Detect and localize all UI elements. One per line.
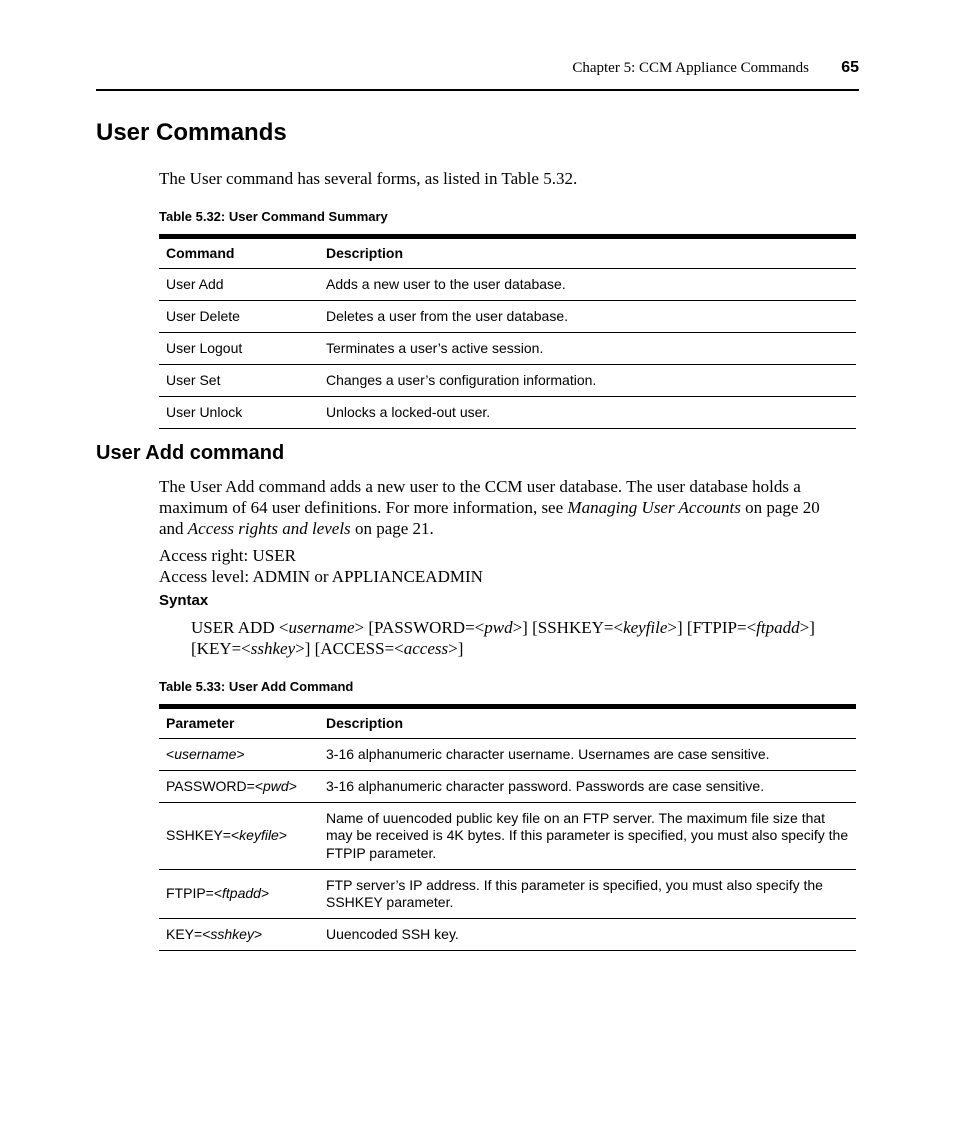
cross-reference-access-rights: Access rights and levels <box>187 519 351 538</box>
body-line-2 <box>159 497 820 518</box>
table-row <box>159 739 856 771</box>
body-line-1: The User Add command adds a new user to the CCM user database. The user database holds a <box>159 477 801 496</box>
column-header-description: Description <box>326 244 404 261</box>
param-text: SSHKEY=< <box>166 827 240 844</box>
column-header-command: Command <box>166 244 235 261</box>
syntax-text: >] [ACCESS=< <box>295 639 404 658</box>
table2-caption: Table 5.33: User Add Command <box>159 679 354 694</box>
param-text: PASSWORD=< <box>166 777 263 794</box>
description-cell: 3-16 alphanumeric character username. Usernames are case sensitive. <box>326 745 770 762</box>
table-row <box>159 397 856 429</box>
param-variable: sshkey <box>210 925 254 942</box>
syntax-text: >] <box>799 618 815 637</box>
param-variable: username <box>174 745 237 762</box>
access-right: Access right: USER <box>159 546 296 565</box>
body-line-3 <box>159 518 434 539</box>
subsection-title: User Add command <box>96 442 285 464</box>
body-text: on page 20 <box>740 498 820 517</box>
param-text: > <box>278 827 288 844</box>
header-rule <box>96 89 859 91</box>
syntax-text: >] [FTPIP=< <box>667 618 757 637</box>
access-level: Access level: ADMIN or APPLIANCEADMIN <box>159 567 483 586</box>
syntax-heading: Syntax <box>159 592 209 609</box>
body-text: maximum of 64 user definitions. For more information, see <box>159 498 568 517</box>
syntax-variable: ftpadd <box>756 618 800 637</box>
table-header-row <box>159 707 856 739</box>
param-text: < <box>166 745 175 762</box>
syntax-text: >] <box>448 639 464 658</box>
section-intro: The User command has several forms, as listed in Table 5.32. <box>159 169 578 188</box>
table-row <box>159 365 856 397</box>
syntax-line-1 <box>191 617 815 638</box>
param-text: KEY=< <box>166 925 211 942</box>
command-cell: User Unlock <box>166 403 243 420</box>
description-cell: Terminates a user’s active session. <box>326 339 544 356</box>
column-header-description: Description <box>326 714 404 731</box>
table-row <box>159 870 856 919</box>
syntax-text: USER ADD < <box>191 618 289 637</box>
user-add-parameter-table <box>159 704 856 951</box>
command-cell: User Delete <box>166 307 240 324</box>
table-row <box>159 803 856 870</box>
section-title: User Commands <box>96 119 287 146</box>
table-row <box>159 269 856 301</box>
parameter-cell <box>159 771 319 803</box>
description-cell: Name of uuencoded public key file on an FTP server. The maximum file size that may be received is 4K bytes. If this parameter is specified, you must also specify the FTPIP parameter. <box>326 809 849 861</box>
description-cell: Unlocks a locked-out user. <box>326 403 491 420</box>
cross-reference-managing-user-accounts: Managing User Accounts <box>567 498 741 517</box>
table-row <box>159 333 856 365</box>
param-text: FTPIP=< <box>166 885 223 902</box>
param-text: > <box>260 885 270 902</box>
syntax-variable: pwd <box>484 618 513 637</box>
table-row <box>159 301 856 333</box>
parameter-cell <box>159 870 319 919</box>
param-text: > <box>288 777 297 794</box>
description-cell: FTP server’s IP address. If this parameter is specified, you must also specify the SSHKEY parameter. <box>326 876 823 910</box>
column-header-parameter: Parameter <box>166 714 235 731</box>
body-text: and <box>159 519 188 538</box>
syntax-line-2 <box>191 638 463 659</box>
description-cell: Adds a new user to the user database. <box>326 275 566 292</box>
user-command-summary-table <box>159 234 856 429</box>
page-number: 65 <box>841 59 859 76</box>
command-cell: User Set <box>166 371 221 388</box>
param-variable: pwd <box>263 777 289 794</box>
syntax-variable: access <box>403 639 449 658</box>
param-text: > <box>253 925 263 942</box>
description-cell: Uuencoded SSH key. <box>326 925 459 942</box>
running-header <box>96 60 859 80</box>
syntax-variable: keyfile <box>623 618 668 637</box>
command-cell: User Logout <box>166 339 243 356</box>
syntax-variable: sshkey <box>250 639 296 658</box>
description-cell: Deletes a user from the user database. <box>326 307 569 324</box>
body-text: on page 21. <box>350 519 434 538</box>
description-cell: Changes a user’s configuration information. <box>326 371 597 388</box>
param-text: > <box>236 745 245 762</box>
table-row <box>159 771 856 803</box>
table-header-row <box>159 237 856 269</box>
command-cell: User Add <box>166 275 224 292</box>
syntax-variable: username <box>288 618 355 637</box>
syntax-text: > [PASSWORD=< <box>354 618 485 637</box>
chapter-title: Chapter 5: CCM Appliance Commands <box>572 60 809 76</box>
syntax-text: >] [SSHKEY=< <box>512 618 624 637</box>
syntax-text: [KEY=< <box>191 639 251 658</box>
parameter-cell <box>159 739 319 771</box>
param-variable: ftpadd <box>222 885 261 902</box>
table-row <box>159 919 856 951</box>
param-variable: keyfile <box>239 827 279 844</box>
parameter-cell <box>159 919 319 951</box>
description-cell: 3-16 alphanumeric character password. Passwords are case sensitive. <box>326 777 765 794</box>
table1-caption: Table 5.32: User Command Summary <box>159 209 388 224</box>
parameter-cell <box>159 803 319 870</box>
